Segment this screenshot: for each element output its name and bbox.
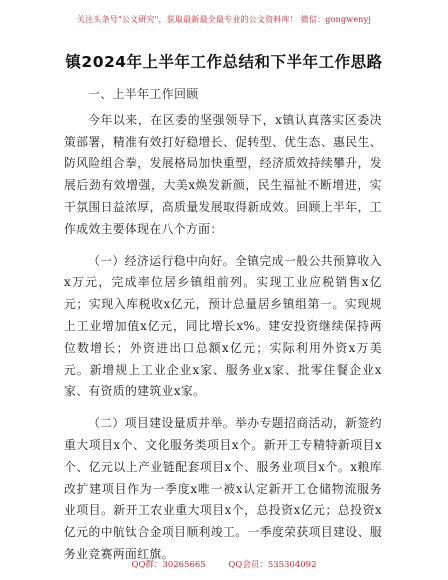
footer <box>0 558 448 570</box>
footer-qq-member: QQ会员：535304092 <box>228 560 317 570</box>
footer-qq-group: QQ群：30265665 <box>131 560 206 570</box>
paragraph-projects: （二）项目建设量质并举。举办专题招商活动，新签约重大项目x个、文化服务类项目x个。新开工专精特新项目x个、亿元以上产业链配套项目x个、服务业项目x个。x粮库改扩建项目作为一季度x唯一被x认定新开工仓储物流服务业项目。新开工农业重大项目x个，总投资x亿元；总投资x亿元的中航钛合金项目顺利竣工。一季度荣获项目建设、服务业竞赛两面红旗。 <box>64 416 382 561</box>
paragraph-intro: 今年以来，在区委的坚强领导下，x镇认真落实区委决策部署，精准有效打好稳增长、促转型、优生态、惠民生、防风险组合拳，发展格局加快重塑，经济质效持续攀升，发展后劲有效增强，大美x焕发新颜，民生福祉不断增进，实干氛围日益浓厚，高质量发展取得新成效。回顾上半年，工作成效主要体现在八个方面： <box>64 112 382 236</box>
document-title: 镇2024年上半年工作总结和下半年工作思路 <box>65 53 383 71</box>
document-body <box>64 84 382 566</box>
paragraph-economy: （一）经济运行稳中向好。全镇完成一般公共预算收入x万元，完成率位居乡镇组前列。实现工业应税销售x亿元；实现入库税收x亿元，预计总量居乡镇组第一。实现规上工业增加值x亿元，同比增长x%。建安投资继续保持两位数增长；外资进出口总额x亿元；实际利用外资x万美元。新增规上工业企业x家、服务业x家、批零住餐企业x家、有资质的建筑业x家。 <box>64 253 382 399</box>
section-heading: 一、上半年工作回顾 <box>88 87 199 101</box>
header-banner: 关注头条号"公文研究"，获取最新最全最专业的公文资料库！ 微信：gongwenyj <box>76 15 372 24</box>
